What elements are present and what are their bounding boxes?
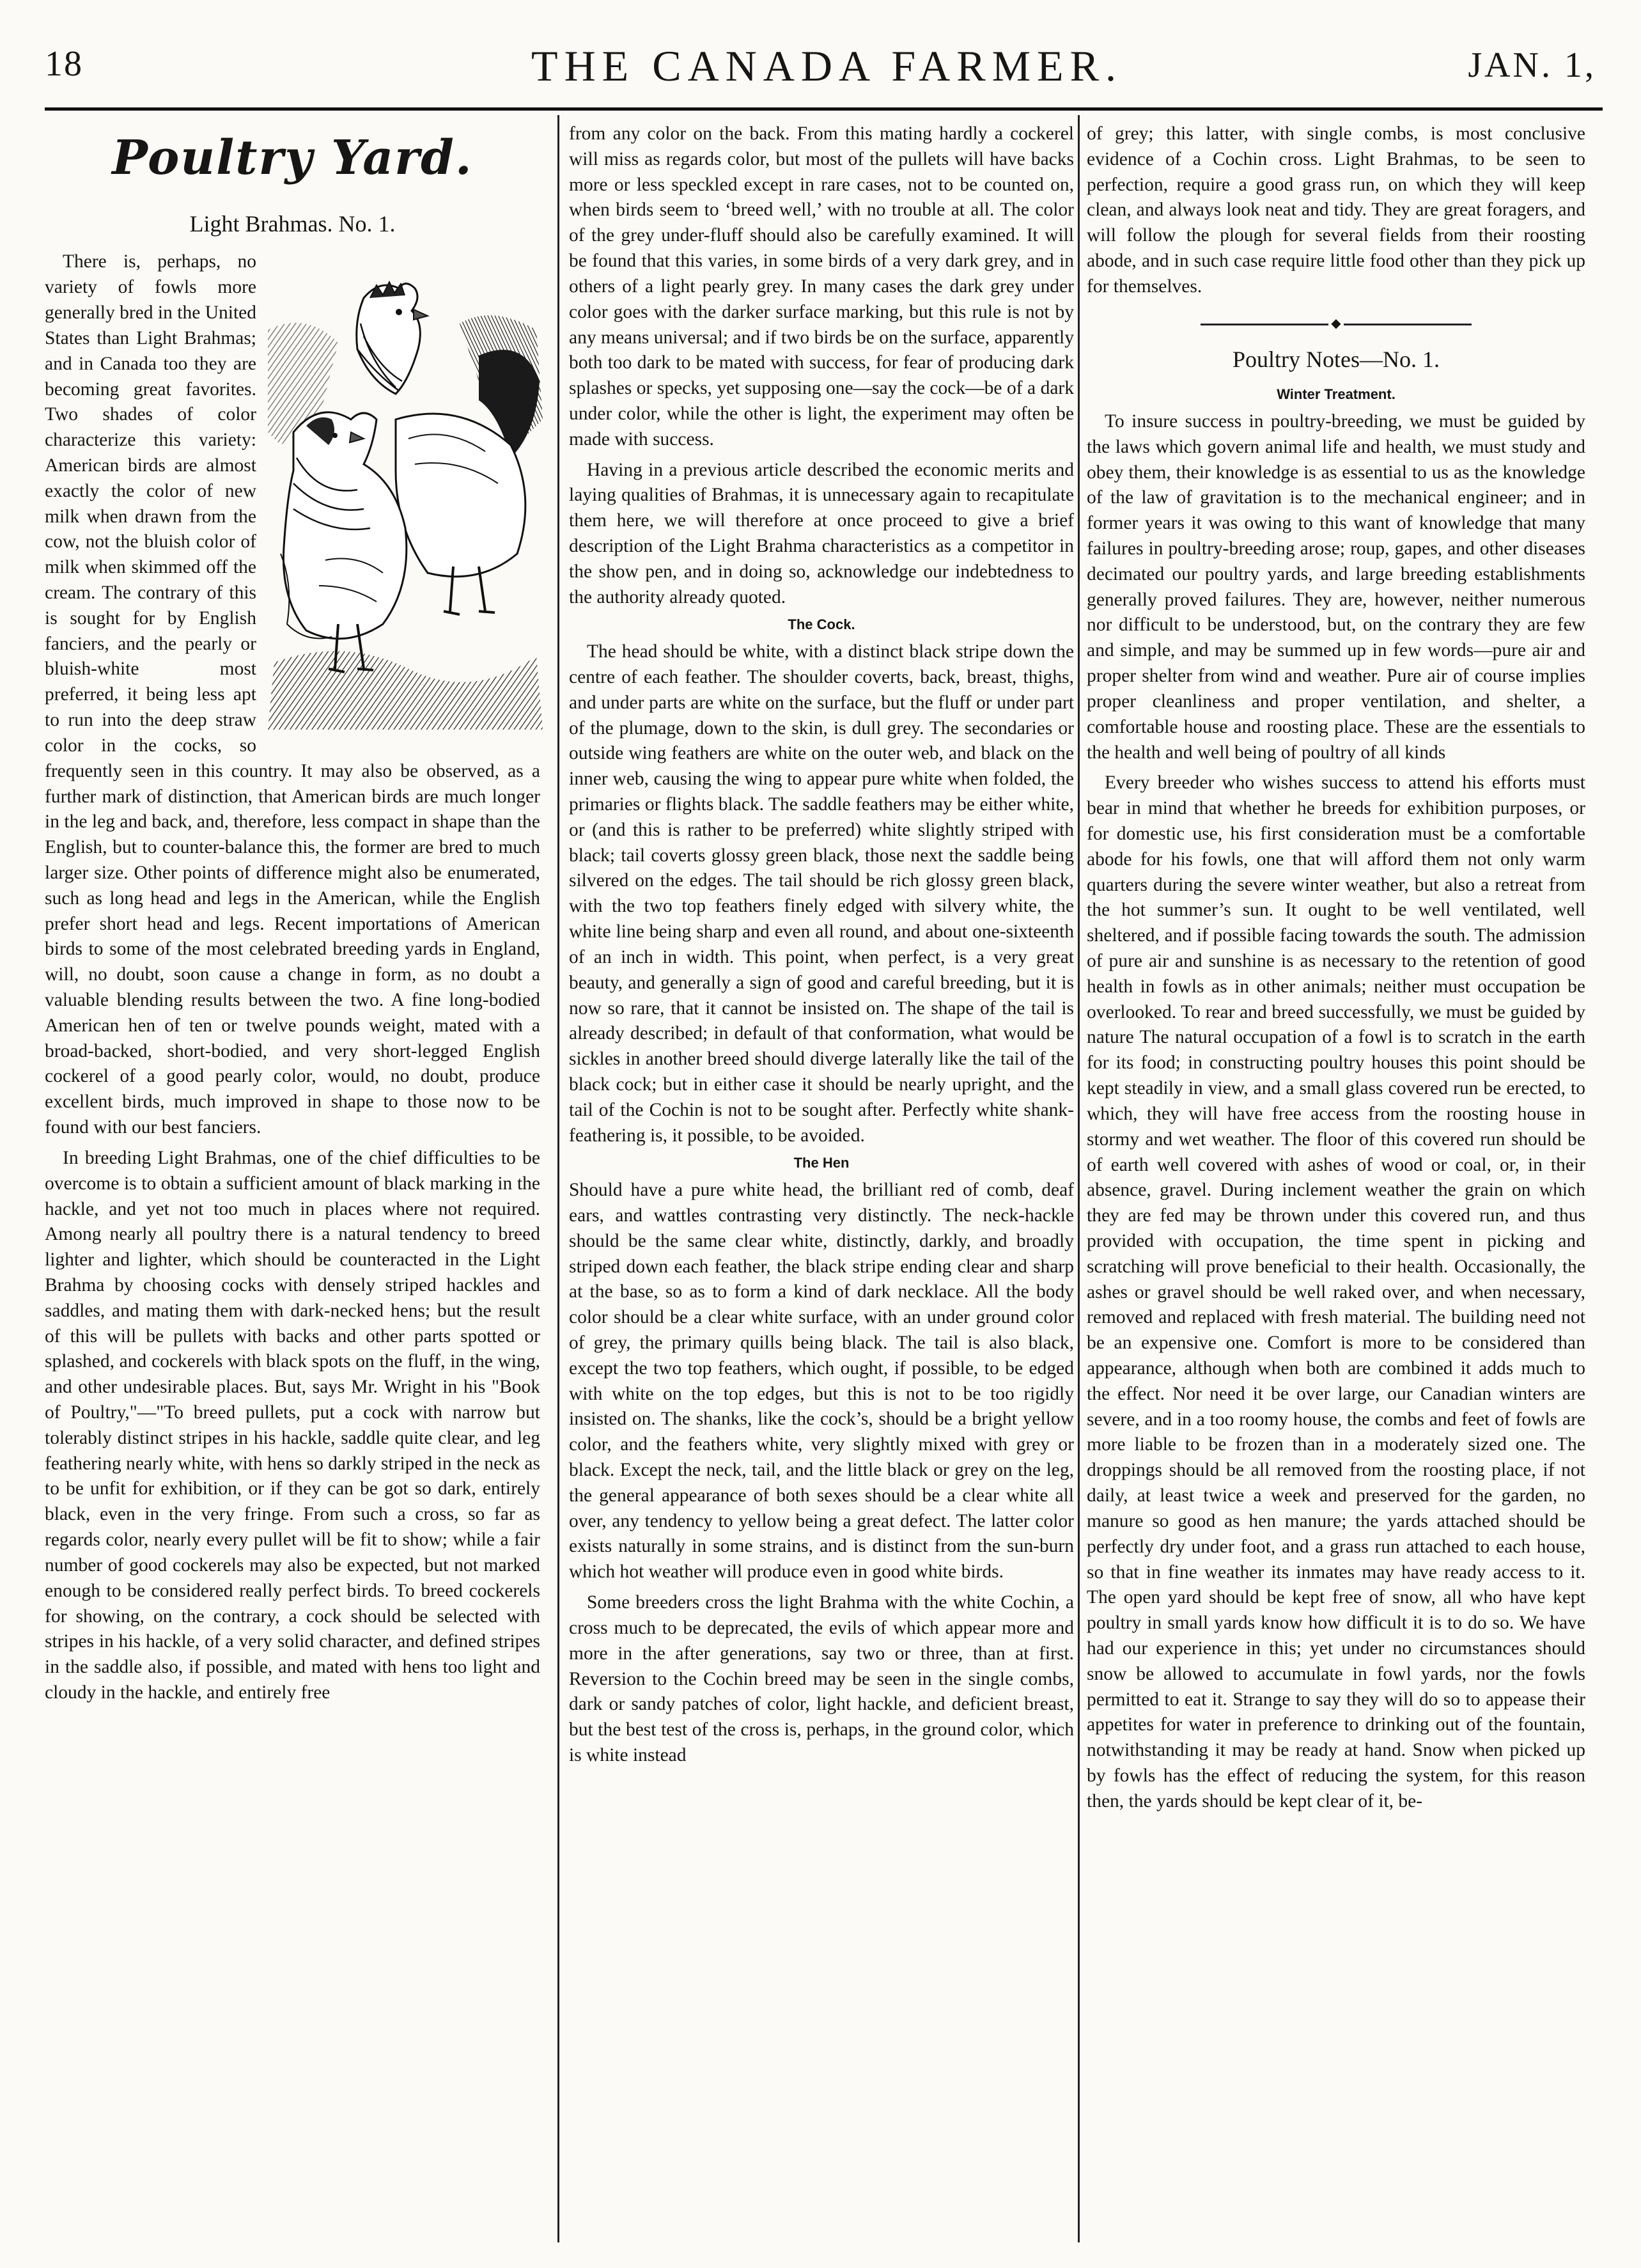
article-subhead: The Cock. [788,616,855,633]
column-rule-1 [557,115,559,2242]
section-title: Poultry Yard. [112,130,473,185]
divider-ornament: ◆ [1331,316,1341,331]
article-subhead: The Hen [793,1155,850,1171]
article-title: Poultry Notes—No. 1. [1233,346,1440,372]
article-text: There is, perhaps, no variety of fowls more generally bred in the United States than Light Brahmas; and in Canada too they are becoming great favorites. Two shades of color characterize this variety: American birds are almost exactly the color of new milk when drawn from the cow, not the bluish color of milk when skimmed off the cream. The contrary of this is sought for by English fanciers, and the pearly or bluish-white most preferred, it being less apt to run into the deep straw color in the cocks, so frequently seen in this country. It may also be observed, as a further mark of distinction, that American birds are much longer in the leg and back, and, therefore, less compact in shape than the English, but to counter-balance this, the former are bred to much larger size. Other points of difference might also be enumerated, such as long head and legs in the American, while the English prefer short head and legs. Recent importations of American birds to some of the most celebrated breeding yards in England, will, no doubt, soon cause a change in form, as no doubt a valuable blending results between the two. A fine long-bodied American hen of ten or twelve pounds weight, mated with a broad-backed, short-bodied, and very short-legged English cockerel of a good pearly color, would, no doubt, produce excellent birds, much improved in shape to those now to be found with our best fanciers. [45,251,540,1138]
article-paragraph: Some breeders cross the light Brahma with the white Cochin, a cross much to be deprecated, the evils of which appear more and more in the after generations, say two or three, than at first. Reversion to the Cochin breed may be seen in the single combs, dark or sandy patches of color, light hackle, and deficient breast, but the best test of the cross is, perhaps, in the ground color, which is white instead [569,1592,1074,1765]
page-header [45,37,1609,107]
article-paragraph: Every breeder who wishes success to attend his efforts must bear in mind that whether he breeds for exhibition purposes, or for domestic use, his first consideration must be a comfortable abode for his fowls, one that will afford them not only warm quarters during the severe winter weather, but also a retreat from the hot summer’s sun. It ought to be well ventilated, well sheltered, and if possible facing towards the south. The admission of pure air and sunshine is as necessary to the retention of good health in fowls as in other animals; neither must occupation be overlooked. To rear and breed successfully, we must be guided by nature The natural occupation of a fowl is to scratch in the earth for its food; in constructing poultry houses this point should be kept steadily in view, and a small glass covered run be erected, to which, they will have free access from the roosting house in stormy and wet weather. The floor of this covered run should be of earth well covered with ashes of wood or coal, or, in their absence, gravel. During inclement weather the grain on which they are fed may be thrown under this covered run, and thus provided with occupation, the time spent in picking and scratching will prove beneficial to their health. Occasionally, the ashes or gravel should be well raked over, and when necessary, removed and replaced with fresh material. The building need not be an expensive one. Comfort is more to be considered than appearance, although when both are combined it adds much to the effect. Nor need it be over large, our Canadian winters are severe, and in a too roomy house, the combs and feet of fowls are more liable to be frozen than in a moderately sized one. The droppings should be all removed from the roosting place, if not daily, at least twice a week and preserved for the garden, no manure so good as hen manure; the yards attached should be perfectly dry under foot, and a grass run attached to each house, so that in fine weather its inmates may have ready access to it. The open yard should be kept free of snow, all who have kept poultry in small yards know how difficult it is to do so. We have had our experience in this; yet under no circumstances should snow be allowed to accumulate in fowl yards, nor the fowls permitted to eat it. Strange to say they will do so to appease their appetites for water in preference to drinking out of the fountain, notwithstanding it may be ready at hand. Snow when picked up by fowls has the effect of reducing the system, for this reason then, the yards should be kept clear of it, be- [1087,772,1585,1811]
article-paragraph: Having in a previous article described the economic merits and laying qualities of Brahmas, it is unnecessary again to recapitulate them here, we will therefore at once proceed to give a brief description of the Light Brahma characteristics as a competitor in the show pen, and in doing so, acknowledge our indebtedness to the authority already quoted. [569,459,1074,607]
divider-rule [1344,324,1472,325]
article-paragraph: Should have a pure white head, the brilliant red of comb, deaf ears, and wattles contrasting very distinctly. The neck-hackle should be the same clear white, distinctly, darkly, and broadly striped down each feather, the black stripe ending clear and sharp at the base, so as to form a kind of dark necklace. All the body color should be a clear white surface, with an under ground color of grey, the primary quills being black. The tail is also black, except the two top feathers, which ought, if possible, to be edged with white on the top edges, but this is not to be too rigidly insisted on. The shanks, like the cock’s, should be a bright yellow color, and the feathers white, very slightly mixed with grey or black. Except the neck, tail, and the little black or grey on the leg, the general appearance of both sexes should be a clear white all over, any tendency to yellow being a great defect. The latter color exists naturally in some strains, and is distinct from the sun-burn which hot weather will produce even in good white birds. [569,1180,1074,1583]
article-paragraph [45,249,540,1140]
article-paragraph: The head should be white, with a distinct black stripe down the centre of each feather. The shoulder coverts, back, breast, thighs, and under parts are white on the surface, but the fluff or under part of the plumage, down to the skin, is dull grey. The secondaries or outside wing feathers are white on the outer web, and black on the inner web, causing the wing to appear pure white when folded, the primaries or flights black. The saddle feathers may be either white, or (and this is rather to be preferred) white slightly striped with black; tail coverts glossy green black, those next the saddle being silvered on the edges. The tail should be rich glossy green black, with the two top feathers finely edged with silvery white, the white line being sharp and even all round, and about one-sixteenth of an inch in width. This point, when perfect, is a very great beauty, and generally a sign of good and careful breeding, but it is now so rare, that it cannot be insisted on. The shape of the tail is already described; in default of that conformation, what would be sickles in another breed should diverge laterally like the tail of the black cock; but in either case it should be nearly upright, and the tail of the Cochin is not to be sought after. Perfectly white shank-feathering is, it possible, to be avoided. [569,641,1074,1146]
article-paragraph: from any color on the back. From this mating hardly a cockerel will miss as regards color, but most of the pullets will have backs more or less speckled except in rare cases, not to be counted on, when birds seem to ‘breed well,’ with no trouble at all. The color of the grey under-fluff should also be carefully examined. It will be found that this varies, in some birds of a very dark grey, and in others of a light pearly grey. In many cases the dark grey under color goes with the darker surface marking, but this rule is not by any means universal; and if two birds be on the surface, apparently both too dark to be mated with success, for fear of producing dark splashes or specks, yet supposing one—say the cock—be of a dark under color, while the other is light, the experiment may often be made with success. [569,123,1074,450]
page-number: 18 [45,44,83,84]
header-rule [45,107,1603,111]
article-paragraph: In breeding Light Brahmas, one of the chief difficulties to be overcome is to obtain a sufficient amount of black marking in the hackle, and yet not too much in places where not required. Among nearly all poultry there is a natural tendency to breed lighter and lighter, which should be counteracted in the Light Brahma by choosing cocks with densely striped hackles and saddles, and mating them with dark-necked hens; but the result of this will be pullets with backs and other parts spotted or splashed, and cockerels with black spots on the fluff, in the wing, and other undesirable places. But, says Mr. Wright in his "Book of Poultry,"—"To breed pullets, put a cock with narrow but tolerably distinct stripes in his hackle, saddle quite clear, and leg feathering nearly white, with hens so darkly striped in the neck as to be unfit for exhibition, or if they can be got so dark, entirely black, even in the very fringe. From such a cross, so far as regards color, nearly every pullet will be fit to show; while a fair number of good cockerels may also be expected, but not marked enough to be considered really perfect birds. To breed cockerels for showing, on the contrary, a cock should be selected with stripes in his hackle, of a very solid character, and defined stripes in the saddle also, if possible, and mated with hens too light and cloudy in the hackle, and entirely free [45,1147,540,1703]
article-paragraph: To insure success in poultry-breeding, we must be guided by the laws which govern animal life and health, we must study and obey them, their knowledge is as essential to us as the knowledge of the law of gravitation is to the mechanical engineer; and in former years it was owing to this want of knowledge that many failures in poultry-breeding arose; roup, gapes, and other diseases decimated our poultry yards, and large breeding establishments generally proved failures. They are, however, neither numerous nor difficult to be understood, but, on the contrary they are few and simple, and may be summed up in few words—pure air and proper shelter from wind and weather. Pure air of course implies proper cleanliness and proper ventilation, and shelter, a comfortable house and roosting place. These are the essentials to the health and well being of poultry of all kinds [1087,411,1585,763]
section-divider [1087,315,1585,332]
divider-rule [1201,324,1328,325]
brahma-chickens-illustration [268,253,543,730]
issue-date: JAN. 1, [1468,45,1596,85]
article-title: Light Brahmas. No. 1. [189,210,396,237]
article-subhead: Winter Treatment. [1277,386,1396,403]
column-2 [569,121,1074,1774]
column-1 [45,121,540,1711]
column-rule-2 [1078,115,1080,2242]
article-paragraph: of grey; this latter, with single combs, is most conclusive evidence of a Cochin cross. Light Brahmas, to be seen to perfection, require a good grass run, on which they will keep clean, and always look neat and tidy. They are great foragers, and will follow the plough for several fields from their roosting abode, and in such case require little food other than they pick up for themselves. [1087,123,1585,297]
masthead-title: THE CANADA FARMER. [531,42,1123,90]
column-3 [1087,121,1585,1820]
